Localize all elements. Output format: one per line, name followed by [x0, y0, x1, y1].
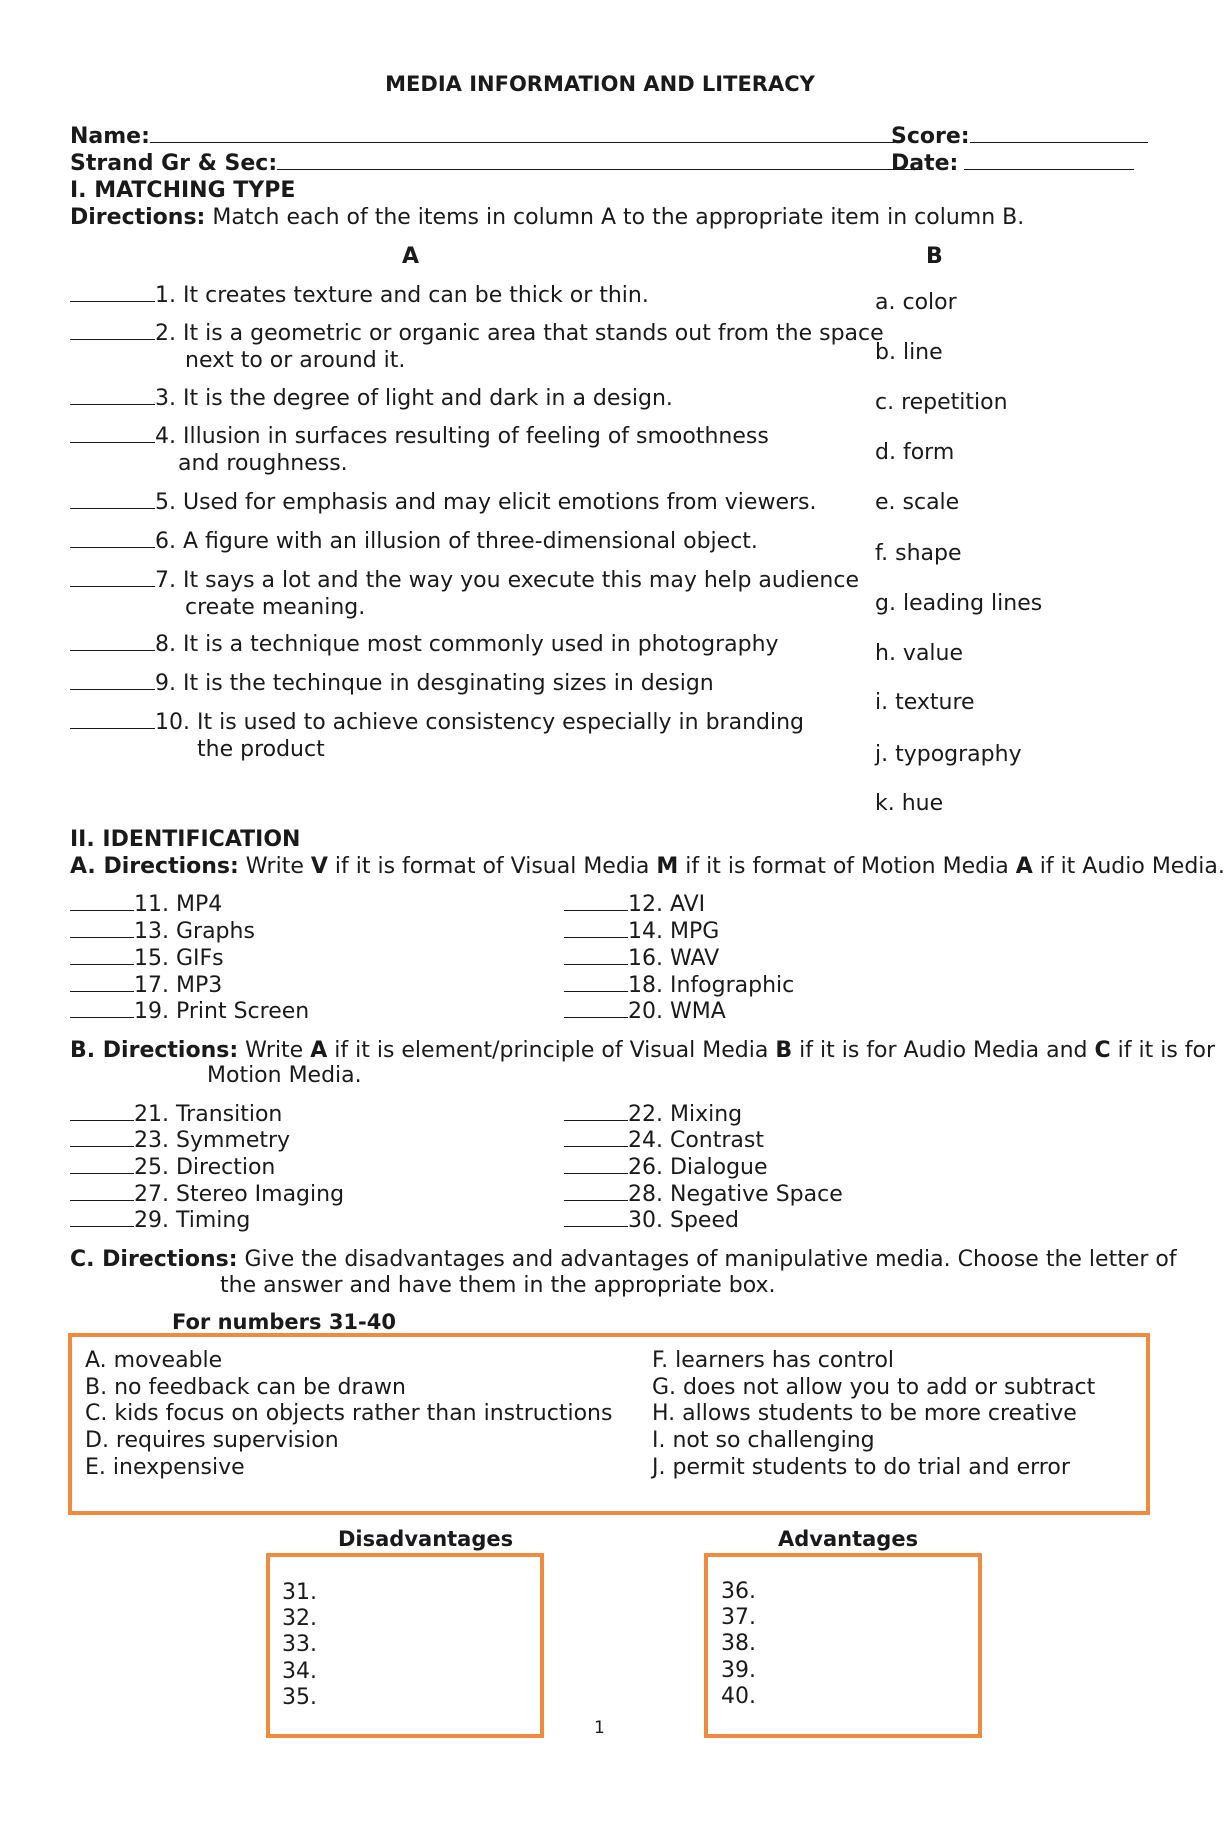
answer-blank[interactable] — [70, 424, 155, 443]
name-label: Name: — [70, 124, 150, 149]
answer-slot[interactable]: 32. — [282, 1606, 317, 1631]
matching-item-continued: create meaning. — [185, 595, 366, 620]
answer-item: 28. Negative Space — [564, 1182, 843, 1207]
choice-item: a. color — [875, 290, 957, 315]
choice-item: b. line — [875, 340, 943, 365]
answer-blank[interactable] — [70, 973, 134, 992]
score-label: Score: — [891, 124, 970, 149]
choice-item: f. shape — [875, 541, 962, 566]
choice-item: i. texture — [875, 690, 975, 715]
disadvantages-label: Disadvantages — [338, 1527, 514, 1551]
choice-item: j. typography — [875, 742, 1022, 767]
answer-blank[interactable] — [564, 973, 628, 992]
page-number: 1 — [594, 1718, 605, 1738]
matching-item: 4. Illusion in surfaces resulting of feeling of smoothness — [70, 424, 769, 449]
score-blank[interactable] — [970, 124, 1148, 143]
option-item: H. allows students to be more creative — [652, 1401, 1077, 1426]
matching-directions — [70, 205, 1024, 230]
answer-item: 29. Timing — [70, 1208, 250, 1233]
answer-blank[interactable] — [564, 1102, 628, 1121]
matching-item-continued: next to or around it. — [185, 348, 406, 373]
answer-slot[interactable]: 31. — [282, 1580, 317, 1605]
answer-blank[interactable] — [70, 1155, 134, 1174]
matching-item-continued: the product — [197, 737, 325, 762]
strand-label: Strand Gr & Sec: — [70, 151, 278, 176]
answer-slot[interactable]: 33. — [282, 1632, 317, 1657]
answer-slot[interactable]: 36. — [721, 1579, 756, 1604]
answer-blank[interactable] — [70, 671, 155, 690]
name-field — [70, 124, 895, 149]
option-item: I. not so challenging — [652, 1428, 875, 1453]
answer-item: 30. Speed — [564, 1208, 739, 1233]
answer-blank[interactable] — [564, 919, 628, 938]
answer-blank[interactable] — [564, 1128, 628, 1147]
answer-blank[interactable] — [70, 999, 134, 1018]
strand-field — [70, 151, 922, 176]
answer-slot[interactable]: 35. — [282, 1685, 317, 1710]
identification-c-directions-continued: the answer and have them in the appropriate box. — [220, 1273, 776, 1298]
answer-item: 27. Stereo Imaging — [70, 1182, 344, 1207]
matching-item: 9. It is the techinque in desginating sizes in design — [70, 671, 714, 696]
answer-blank[interactable] — [70, 529, 155, 548]
answer-item: 16. WAV — [564, 946, 719, 971]
option-item: A. moveable — [85, 1348, 223, 1373]
choice-item: g. leading lines — [875, 591, 1043, 616]
answer-item: 17. MP3 — [70, 973, 222, 998]
identification-b-directions-continued: Motion Media. — [207, 1063, 362, 1088]
answer-blank[interactable] — [70, 1102, 134, 1121]
answer-blank[interactable] — [564, 946, 628, 965]
answer-item: 22. Mixing — [564, 1102, 742, 1127]
answer-item: 24. Contrast — [564, 1128, 764, 1153]
answer-blank[interactable] — [70, 568, 155, 587]
matching-item: 1. It creates texture and can be thick or thin. — [70, 283, 649, 308]
answer-blank[interactable] — [70, 1208, 134, 1227]
choice-item: h. value — [875, 641, 964, 666]
directions-label: Directions: — [70, 205, 206, 230]
choice-item: e. scale — [875, 490, 960, 515]
answer-slot[interactable]: 39. — [721, 1658, 756, 1683]
date-blank[interactable] — [964, 151, 1134, 170]
answer-slot[interactable]: 38. — [721, 1631, 756, 1656]
answer-item: 14. MPG — [564, 919, 719, 944]
page-title: MEDIA INFORMATION AND LITERACY — [385, 72, 815, 96]
matching-item: 3. It is the degree of light and dark in a design. — [70, 386, 673, 411]
matching-item: 6. A figure with an illusion of three-dimensional object. — [70, 529, 758, 554]
choice-item: c. repetition — [875, 390, 1008, 415]
matching-item: 8. It is a technique most commonly used in photography — [70, 632, 779, 657]
option-item: G. does not allow you to add or subtract — [652, 1375, 1096, 1400]
matching-item-continued: and roughness. — [178, 451, 348, 476]
answer-blank[interactable] — [70, 1182, 134, 1201]
answer-blank[interactable] — [70, 919, 134, 938]
answer-blank[interactable] — [70, 283, 155, 302]
matching-item: 10. It is used to achieve consistency especially in branding — [70, 710, 804, 735]
answer-blank[interactable] — [564, 1208, 628, 1227]
name-blank[interactable] — [150, 124, 895, 143]
answer-item: 25. Direction — [70, 1155, 275, 1180]
column-b-header: B — [926, 244, 943, 269]
option-item: E. inexpensive — [85, 1455, 245, 1480]
column-a-header: A — [402, 244, 420, 269]
answer-blank[interactable] — [564, 1155, 628, 1174]
answer-slot[interactable]: 37. — [721, 1605, 756, 1630]
option-item: F. learners has control — [652, 1348, 895, 1373]
option-item: C. kids focus on objects rather than instructions — [85, 1401, 613, 1426]
answer-blank[interactable] — [70, 946, 134, 965]
answer-item: 21. Transition — [70, 1102, 282, 1127]
matching-item: 7. It says a lot and the way you execute this may help audience — [70, 568, 859, 593]
answer-blank[interactable] — [70, 710, 155, 729]
answer-blank[interactable] — [564, 892, 628, 911]
answer-blank[interactable] — [70, 892, 134, 911]
identification-b-directions: B. Directions: Write A if it is element/principle of Visual Media B if it is for Audio Media and C if it is for — [70, 1038, 1216, 1063]
answer-item: 19. Print Screen — [70, 999, 309, 1024]
answer-item: 18. Infographic — [564, 973, 794, 998]
answer-item: 15. GIFs — [70, 946, 224, 971]
numbers-label: For numbers 31-40 — [172, 1310, 396, 1334]
section-heading-identification: II. IDENTIFICATION — [70, 827, 301, 852]
answer-item: 13. Graphs — [70, 919, 255, 944]
option-item: J. permit students to do trial and error — [652, 1455, 1070, 1480]
choice-item: k. hue — [875, 791, 944, 816]
answer-blank[interactable] — [70, 632, 155, 651]
answer-blank[interactable] — [70, 490, 155, 509]
answer-item: 23. Symmetry — [70, 1128, 290, 1153]
directions-text: Match each of the items in column A to the appropriate item in column B. — [205, 205, 1025, 230]
section-heading-matching: I. MATCHING TYPE — [70, 178, 296, 203]
answer-item: 26. Dialogue — [564, 1155, 768, 1180]
answer-blank[interactable] — [70, 321, 155, 340]
answer-slot[interactable]: 34. — [282, 1659, 317, 1684]
choice-item: d. form — [875, 440, 955, 465]
date-label: Date: — [891, 151, 959, 176]
option-item: D. requires supervision — [85, 1428, 339, 1453]
answer-blank[interactable] — [564, 999, 628, 1018]
answer-slot[interactable]: 40. — [721, 1684, 756, 1709]
identification-a-directions: A. Directions: Write V if it is format of Visual Media M if it is format of Motion Media A if it Audio Media. — [70, 854, 1225, 879]
identification-c-directions: C. Directions: Give the disadvantages and advantages of manipulative media. Choose the letter of — [70, 1247, 1177, 1272]
answer-item: 20. WMA — [564, 999, 726, 1024]
matching-item: 2. It is a geometric or organic area that stands out from the space — [70, 321, 884, 346]
answer-item: 12. AVI — [564, 892, 705, 917]
score-field — [891, 124, 1148, 149]
advantages-label: Advantages — [778, 1527, 919, 1551]
answer-item: 11. MP4 — [70, 892, 222, 917]
option-item: B. no feedback can be drawn — [85, 1375, 406, 1400]
date-field — [891, 151, 1134, 176]
answer-blank[interactable] — [70, 386, 155, 405]
matching-item: 5. Used for emphasis and may elicit emotions from viewers. — [70, 490, 816, 515]
answer-blank[interactable] — [564, 1182, 628, 1201]
answer-blank[interactable] — [70, 1128, 134, 1147]
strand-blank[interactable] — [277, 151, 922, 170]
